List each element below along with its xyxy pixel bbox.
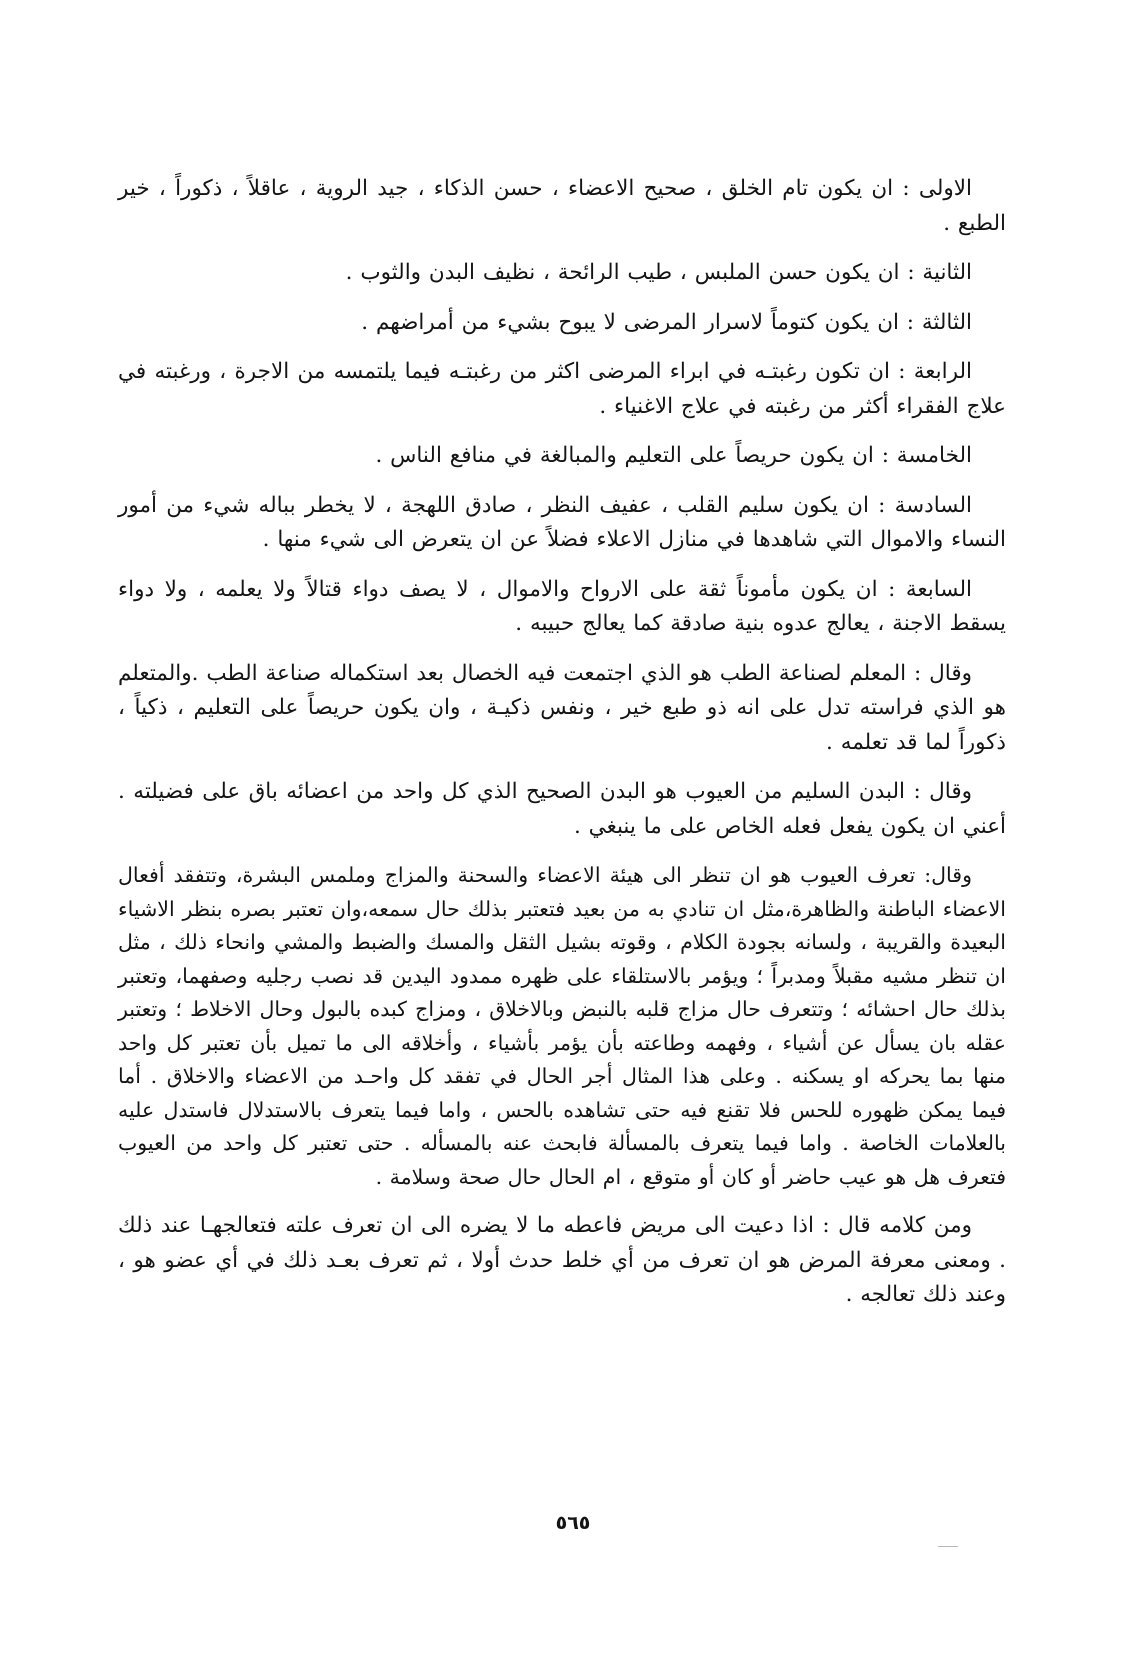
page-corner-mark (938, 1546, 958, 1547)
paragraph-third-condition: الثالثة : ان يكون كتوماً لاسرار المرضى لا يبوح بشيء من أمراضهم . (361, 309, 972, 335)
paragraph-sixth-condition: السادسة : ان يكون سليم القلب ، عفيف النظر ، صادق اللهجة ، لا يخطر بباله شيء من أمور النساء والاموال التي شاهدها في منازل الاعلاء فضلاً عن ان يتعرض الى شيء منها . (118, 492, 1006, 552)
paragraph-seventh-condition: السابعة : ان يكون مأموناً ثقة على الارواح والاموال ، لا يصف دواء قتالاً ولا يعلمه ، ولا دواء يسقط الاجنة ، يعالج عدوه بنية صادقة كما يعالج حبيبه . (118, 576, 1006, 636)
page-body (118, 172, 1006, 1328)
page-number: ٥٦٥ (555, 1512, 591, 1534)
paragraph-fifth-condition: الخامسة : ان يكون حريصاً على التعليم والمبالغة في منافع الناس . (375, 443, 972, 468)
paragraph-healthy-body: وقال : البدن السليم من العيوب هو البدن الصحيح الذي كل واحد من اعضائه باق على فضيلته . أعني ان يكون يفعل فعله الخاص على ما ينبغي . (118, 779, 1006, 839)
paragraph-knowing-defects: وقال: تعرف العيوب هو ان تنظر الى هيئة الاعضاء والسحنة والمزاج وملمس البشرة، وتتفقد أفعال الاعضاء الباطنة والظاهرة،مثل ان تنادي به من بعيد فتعتبر بذلك حال سمعه،وان تعتبر بصره بنظر الاشياء البعيدة والقريبة ، ولسانه بجودة الكلام ، وقوته بشيل الثقل والمسك والضبط والمشي وانحاء ذلك ، مثل ان تنظر مشيه مقبلاً ومدبراً ؛ ويؤمر بالاستلقاء على ظهره ممدود اليدين قد نصب رجليه وصفهما، وتعتبر بذلك حال احشائه ؛ وتتعرف حال مزاج قلبه بالنبض وبالاخلاق ، ومزاج كبده بالبول وحال الاخلاط ؛ وتعتبر عقله بان يسأل عن أشياء ، وفهمه وطاعته بأن يؤمر بأشياء ، وأخلاقه الى ما تميل بأن تعتبر كل واحد منها بما يحركه او يسكنه . وعلى هذا المثال أجر الحال في تفقد كل واحـد من الاعضاء والاخلاق . أما فيما يمكن ظهوره للحس فلا تقنع فيه حتى تشاهده بالحس ، واما فيما يتعرف بالاستدلال فاستدل عليه بالعلامات الخاصة . واما فيما يتعرف بالمسألة فابحث عنه بالمسأله . حتى تعتبر كل واحد من العيوب فتعرف هل هو عيب حاضر أو كان أو متوقع ، ام الحال حال صحة وسلامة . (118, 863, 1006, 1189)
paragraph-visiting-patient: ومن كلامه قال : اذا دعيت الى مريض فاعطه ما لا يضره الى ان تعرف علته فتعالجهـا عند ذلك . ومعنى معرفة المرض هو ان تعرف من أي خلط حدث أولا ، ثم تعرف بعـد ذلك في أي عضو هو ، وعند ذلك تعالجه . (118, 1213, 1006, 1307)
paragraph-second-condition: الثانية : ان يكون حسن الملبس ، طيب الرائحة ، نظيف البدن والثوب . (345, 260, 972, 285)
paragraph-fourth-condition: الرابعة : ان تكون رغبتـه في ابراء المرضى اكثر من رغبتـه فيما يلتمسه من الاجرة ، ورغبته في علاج الفقراء أكثر من رغبته في علاج الاغنياء . (118, 359, 1006, 419)
paragraph-teacher-of-medicine: وقال : المعلم لصناعة الطب هو الذي اجتمعت فيه الخصال بعد استكماله صناعة الطب .والمتعلم هو الذي فراسته تدل على انه ذو طبع خير ، ونفس ذكيـة ، وان يكون حريصاً على التعليم ، ذكياً ، ذكوراً لما قد تعلمه . (118, 660, 1006, 755)
paragraph-first-condition: الاولى : ان يكون تام الخلق ، صحيح الاعضاء ، حسن الذكاء ، جيد الروية ، عاقلاً ، ذكوراً ، خير الطبع . (118, 176, 1006, 236)
